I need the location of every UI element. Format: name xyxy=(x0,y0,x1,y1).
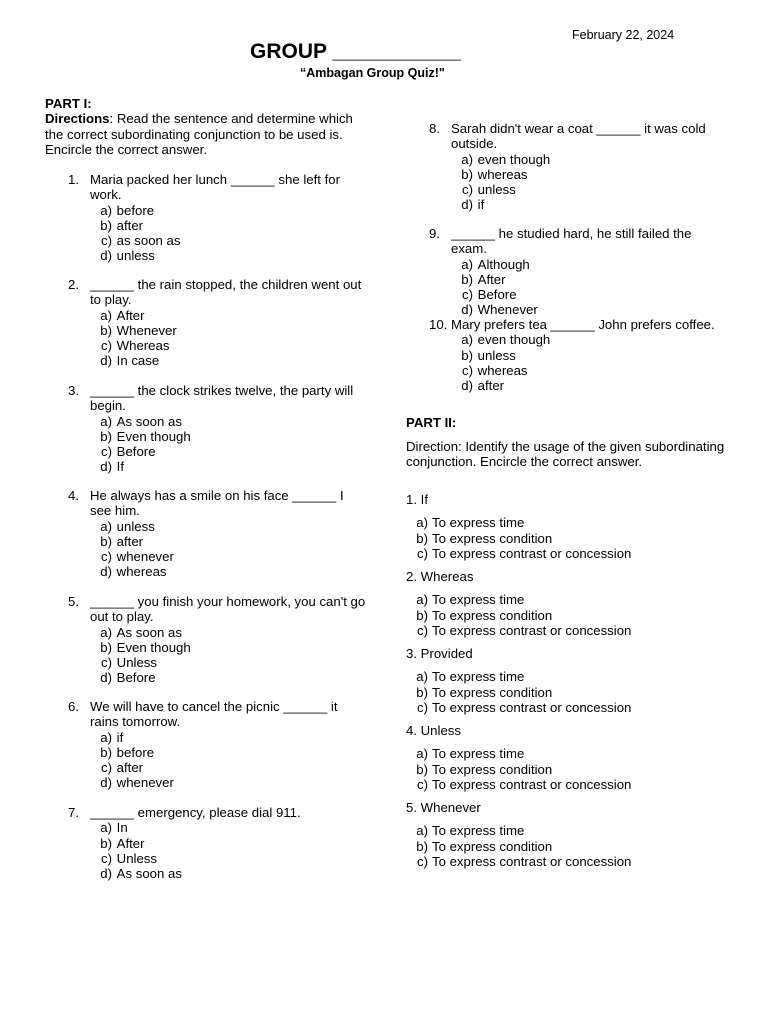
answer-option[interactable] xyxy=(429,272,729,287)
option-text: Before xyxy=(477,287,517,303)
answer-option[interactable] xyxy=(68,308,368,323)
question-6 xyxy=(68,699,358,791)
option-text: Whenever xyxy=(116,322,177,338)
option-letter: c) xyxy=(101,655,112,671)
option-text: To express condition xyxy=(432,530,553,546)
option-text: Although xyxy=(477,256,530,272)
option-text: If xyxy=(116,459,124,475)
question-number: 7. xyxy=(68,805,79,820)
option-letter: b) xyxy=(100,835,112,851)
option-text: before xyxy=(116,202,155,218)
option-text: after xyxy=(116,533,144,549)
answer-option[interactable] xyxy=(429,348,729,363)
option-letter: a) xyxy=(100,820,112,836)
option-text: As soon as xyxy=(116,624,182,640)
answer-option[interactable] xyxy=(429,257,729,272)
question-stem xyxy=(429,317,729,332)
option-letter: c) xyxy=(101,338,112,354)
answer-option[interactable] xyxy=(429,197,729,212)
option-text: if xyxy=(116,729,124,745)
option-letter: b) xyxy=(416,838,428,854)
question-stem xyxy=(68,594,368,625)
option-letter: a) xyxy=(461,151,473,167)
option-letter: c) xyxy=(417,545,428,561)
answer-option[interactable] xyxy=(68,218,368,233)
question-4 xyxy=(68,488,358,580)
option-text: Unless xyxy=(116,850,157,866)
part2-heading: PART II: xyxy=(406,415,457,430)
question-number: 9. xyxy=(429,226,440,241)
option-letter: c) xyxy=(101,444,112,460)
answer-option[interactable] xyxy=(68,459,368,474)
option-text: before xyxy=(116,744,155,760)
option-letter: a) xyxy=(100,624,112,640)
option-letter: d) xyxy=(461,378,473,394)
option-letter: d) xyxy=(100,353,112,369)
question-stem xyxy=(429,121,729,152)
option-letter: a) xyxy=(100,307,112,323)
option-text: To express contrast or concession xyxy=(432,776,632,792)
option-text: After xyxy=(116,835,145,851)
usage-option[interactable] xyxy=(406,854,726,869)
option-letter: d) xyxy=(100,670,112,686)
answer-option[interactable] xyxy=(68,534,358,549)
question-number: 1. xyxy=(68,172,79,187)
question-text: ______ the clock strikes twelve, the party will begin. xyxy=(90,383,354,414)
answer-option[interactable] xyxy=(68,549,358,564)
option-text: To express contrast or concession xyxy=(432,699,632,715)
conjunction-label: 4. Unless xyxy=(406,723,461,738)
answer-option[interactable] xyxy=(68,564,358,579)
part2-item-4 xyxy=(406,723,726,792)
option-text: Even though xyxy=(116,639,191,655)
option-letter: c) xyxy=(417,622,428,638)
date: February 22, 2024 xyxy=(572,28,675,42)
usage-option[interactable] xyxy=(406,746,726,761)
question-7 xyxy=(68,805,368,881)
question-8 xyxy=(429,121,729,213)
option-text: To express time xyxy=(432,746,525,762)
option-text: even though xyxy=(477,332,551,348)
answer-option[interactable] xyxy=(68,353,368,368)
option-text: To express contrast or concession xyxy=(432,853,632,869)
question-text: Maria packed her lunch ______ she left for work. xyxy=(90,172,340,203)
option-text: whenever xyxy=(116,549,174,565)
question-3 xyxy=(68,383,368,475)
option-text: In xyxy=(116,820,128,836)
option-letter: c) xyxy=(417,699,428,715)
option-text: To express time xyxy=(432,592,525,608)
option-text: whereas xyxy=(477,362,528,378)
option-text: whereas xyxy=(477,166,528,182)
question-text: He always has a smile on his face ______ I see him. xyxy=(90,488,344,519)
question-text: We will have to cancel the picnic ______ it rains tomorrow. xyxy=(90,699,338,730)
answer-option[interactable] xyxy=(68,670,368,685)
answer-option[interactable] xyxy=(429,363,729,378)
usage-option[interactable] xyxy=(406,608,726,623)
question-text: Mary prefers tea ______ John prefers coffee. xyxy=(451,317,715,332)
option-text: To express time xyxy=(432,669,525,685)
option-letter: a) xyxy=(100,729,112,745)
option-text: In case xyxy=(116,353,160,369)
question-1 xyxy=(68,172,368,264)
answer-option[interactable] xyxy=(68,655,368,670)
answer-option[interactable] xyxy=(68,248,368,263)
answer-option[interactable] xyxy=(68,851,368,866)
option-text: after xyxy=(477,378,505,394)
conjunction-label: 1. If xyxy=(406,492,428,507)
option-letter: b) xyxy=(100,639,112,655)
option-letter: a) xyxy=(461,256,473,272)
answer-option[interactable] xyxy=(429,332,729,347)
answer-option[interactable] xyxy=(68,775,358,790)
usage-option[interactable] xyxy=(406,685,726,700)
option-letter: d) xyxy=(100,248,112,264)
option-text: unless xyxy=(477,182,516,198)
answer-option[interactable] xyxy=(68,429,368,444)
part1-directions xyxy=(45,111,370,157)
option-letter: a) xyxy=(416,592,428,608)
directions-text: : Read the sentence and determine which the correct subordinating conjunction to be used is. Encircle the correct answer. xyxy=(45,111,353,157)
option-text: Before xyxy=(116,670,156,686)
option-letter: a) xyxy=(100,202,112,218)
question-number: 8. xyxy=(429,121,440,136)
question-text: ______ emergency, please dial 911. xyxy=(90,805,301,820)
answer-option[interactable] xyxy=(429,152,729,167)
question-stem xyxy=(68,172,368,203)
option-letter: d) xyxy=(100,564,112,580)
option-letter: c) xyxy=(462,287,473,303)
answer-option[interactable] xyxy=(68,820,368,835)
answer-option[interactable] xyxy=(68,233,368,248)
option-text: To express contrast or concession xyxy=(432,622,632,638)
answer-option[interactable] xyxy=(68,866,368,881)
option-text: To express contrast or concession xyxy=(432,545,632,561)
option-letter: d) xyxy=(461,197,473,213)
option-text: Even though xyxy=(116,428,191,444)
option-letter: c) xyxy=(462,182,473,198)
option-letter: b) xyxy=(416,761,428,777)
answer-option[interactable] xyxy=(68,444,368,459)
option-letter: a) xyxy=(100,413,112,429)
option-text: whereas xyxy=(116,564,167,580)
question-stem xyxy=(429,226,729,257)
option-text: As soon as xyxy=(116,413,182,429)
answer-option[interactable] xyxy=(68,760,358,775)
option-text: as soon as xyxy=(116,233,181,249)
usage-option[interactable] xyxy=(406,592,726,607)
option-letter: b) xyxy=(100,533,112,549)
question-10 xyxy=(429,317,729,393)
question-2 xyxy=(68,277,368,369)
option-text: after xyxy=(116,217,144,233)
part2-item-3 xyxy=(406,646,726,715)
answer-option[interactable] xyxy=(68,640,368,655)
question-text: ______ he studied hard, he still failed the exam. xyxy=(451,226,692,257)
question-stem xyxy=(68,277,368,308)
option-letter: d) xyxy=(100,459,112,475)
option-letter: c) xyxy=(101,760,112,776)
option-text: After xyxy=(116,307,145,323)
option-text: if xyxy=(477,197,485,213)
option-letter: a) xyxy=(461,332,473,348)
option-text: To express time xyxy=(432,515,525,531)
question-text: ______ you finish your homework, you can't go out to play. xyxy=(90,594,366,625)
option-letter: c) xyxy=(417,776,428,792)
option-letter: c) xyxy=(462,362,473,378)
option-letter: b) xyxy=(461,166,473,182)
part2-item-1 xyxy=(406,492,726,561)
usage-option[interactable] xyxy=(406,669,726,684)
directions-label: Directions xyxy=(45,111,110,127)
option-text: after xyxy=(116,760,144,776)
option-letter: b) xyxy=(461,347,473,363)
option-text: Unless xyxy=(116,655,157,671)
option-text: unless xyxy=(116,518,155,534)
option-letter: b) xyxy=(100,744,112,760)
option-text: To express condition xyxy=(432,684,553,700)
question-number: 6. xyxy=(68,699,79,714)
part1-heading: PART I: xyxy=(45,96,92,111)
option-letter: a) xyxy=(416,515,428,531)
option-letter: c) xyxy=(417,853,428,869)
answer-option[interactable] xyxy=(429,182,729,197)
option-letter: a) xyxy=(416,669,428,685)
question-number: 10. xyxy=(429,317,448,332)
option-letter: c) xyxy=(101,549,112,565)
subtitle: “Ambagan Group Quiz!" xyxy=(300,66,445,80)
option-text: Before xyxy=(116,444,156,460)
option-text: To express time xyxy=(432,823,525,839)
conjunction-label: 2. Whereas xyxy=(406,569,474,584)
option-text: whenever xyxy=(116,775,174,791)
part1-intro xyxy=(45,96,370,157)
part2-item-2 xyxy=(406,569,726,638)
answer-option[interactable] xyxy=(68,323,368,338)
question-number: 4. xyxy=(68,488,79,503)
option-letter: b) xyxy=(100,322,112,338)
usage-option[interactable] xyxy=(406,546,726,561)
answer-option[interactable] xyxy=(68,519,358,534)
option-letter: a) xyxy=(416,746,428,762)
option-letter: c) xyxy=(101,233,112,249)
conjunction-label: 3. Provided xyxy=(406,646,473,661)
option-letter: a) xyxy=(416,823,428,839)
usage-option[interactable] xyxy=(406,515,726,530)
answer-option[interactable] xyxy=(429,167,729,182)
option-text: To express condition xyxy=(432,607,553,623)
usage-option[interactable] xyxy=(406,777,726,792)
answer-option[interactable] xyxy=(68,730,358,745)
option-letter: d) xyxy=(461,302,473,318)
question-5 xyxy=(68,594,368,686)
answer-option[interactable] xyxy=(68,836,368,851)
option-text: unless xyxy=(477,347,516,363)
answer-option[interactable] xyxy=(68,338,368,353)
usage-option[interactable] xyxy=(406,623,726,638)
option-text: Whereas xyxy=(116,338,170,354)
answer-option[interactable] xyxy=(68,203,368,218)
usage-option[interactable] xyxy=(406,531,726,546)
option-text: even though xyxy=(477,151,551,167)
option-text: To express condition xyxy=(432,838,553,854)
question-stem xyxy=(68,488,358,519)
answer-option[interactable] xyxy=(68,414,368,429)
usage-option[interactable] xyxy=(406,839,726,854)
option-letter: c) xyxy=(101,850,112,866)
question-text: Sarah didn't wear a coat ______ it was cold outside. xyxy=(451,121,706,152)
answer-option[interactable] xyxy=(429,302,729,317)
part2-item-5 xyxy=(406,800,726,869)
option-letter: b) xyxy=(416,530,428,546)
question-text: ______ the rain stopped, the children went out to play. xyxy=(90,277,362,308)
answer-option[interactable] xyxy=(68,745,358,760)
option-text: After xyxy=(477,271,506,287)
page-title: GROUP ___________ xyxy=(250,40,461,63)
usage-option[interactable] xyxy=(406,700,726,715)
question-stem xyxy=(68,383,368,414)
option-letter: b) xyxy=(416,684,428,700)
option-letter: b) xyxy=(100,217,112,233)
option-letter: b) xyxy=(461,271,473,287)
option-letter: b) xyxy=(416,607,428,623)
option-letter: d) xyxy=(100,775,112,791)
conjunction-label: 5. Whenever xyxy=(406,800,481,815)
answer-option[interactable] xyxy=(429,287,729,302)
usage-option[interactable] xyxy=(406,823,726,838)
question-stem xyxy=(68,805,368,820)
option-letter: d) xyxy=(100,866,112,882)
question-number: 2. xyxy=(68,277,79,292)
option-text: unless xyxy=(116,248,155,264)
option-letter: a) xyxy=(100,518,112,534)
option-text: Whenever xyxy=(477,302,538,318)
question-stem xyxy=(68,699,358,730)
option-text: To express condition xyxy=(432,761,553,777)
usage-option[interactable] xyxy=(406,762,726,777)
question-9 xyxy=(429,226,729,318)
answer-option[interactable] xyxy=(429,378,729,393)
option-letter: b) xyxy=(100,428,112,444)
question-number: 3. xyxy=(68,383,79,398)
option-text: As soon as xyxy=(116,866,182,882)
answer-option[interactable] xyxy=(68,625,368,640)
question-number: 5. xyxy=(68,594,79,609)
part2-direction: Direction: Identify the usage of the given subordinating conjunction. Encircle the correct answer. xyxy=(406,439,725,470)
